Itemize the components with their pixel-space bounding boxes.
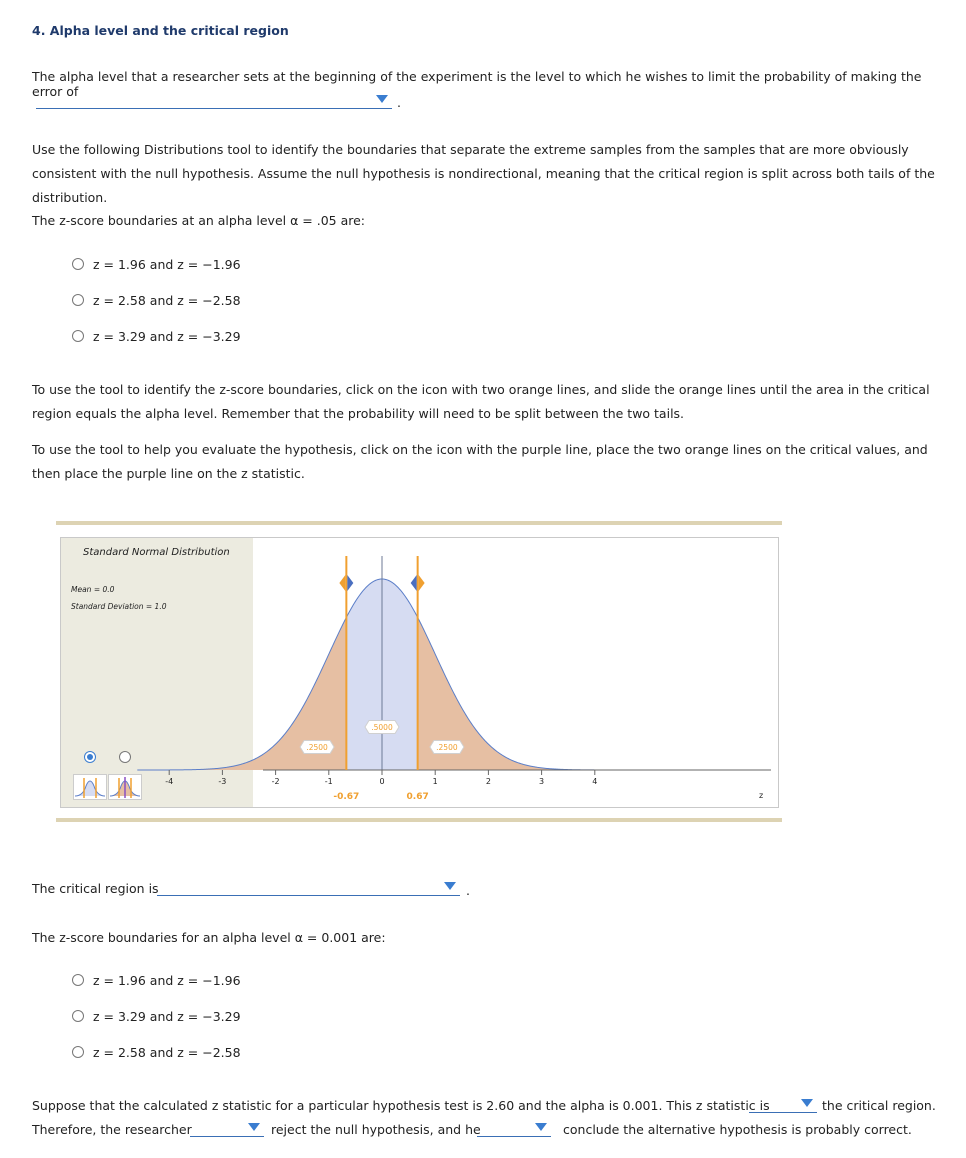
reject-decision-dropdown[interactable] (190, 1118, 264, 1137)
intro-text: The alpha level that a researcher sets at the beginning of the experiment is the level to which he wishes to limit the probability of making the error of (32, 69, 922, 99)
tool-help-evaluate: To use the tool to help you evaluate the hypothesis, click on the icon with the purple line, place the two orange lines on the critical values, and then place the purple line on the z statistic. (32, 442, 928, 481)
radio-button[interactable] (72, 294, 84, 306)
left-boundary-value: -0.67 (333, 792, 360, 802)
conclude-decision-dropdown[interactable] (477, 1118, 551, 1137)
intro-suffix: . (397, 95, 401, 110)
q4-line2-suffix: conclude the alternative hypothesis is probably correct. (563, 1122, 912, 1137)
q3-option-2[interactable] (72, 1008, 241, 1024)
option-label: z = 1.96 and z = −1.96 (93, 972, 241, 988)
right-tail-area-label: .2500 (436, 743, 458, 752)
tool-top-border (56, 521, 782, 525)
tick-label: 4 (592, 777, 598, 786)
tick-label: -2 (271, 777, 280, 786)
x-axis-label: z (759, 791, 764, 800)
q1-option-2[interactable] (72, 292, 241, 308)
drag-handle-left-arrow-icon (411, 575, 417, 591)
error-type-dropdown[interactable] (36, 90, 392, 109)
radio-button[interactable] (72, 1046, 84, 1058)
tool-title: Standard Normal Distribution (83, 547, 230, 558)
sd-label: Standard Deviation = 1.0 (71, 602, 167, 611)
q2-prompt: The critical region is (32, 881, 159, 896)
drag-handle-right-arrow-icon (419, 575, 425, 591)
chevron-down-icon (248, 1123, 260, 1131)
mode-radio-boundaries[interactable] (84, 751, 96, 763)
tick-label: 2 (485, 777, 491, 786)
radio-button[interactable] (72, 330, 84, 342)
chevron-down-icon (444, 882, 456, 890)
tick-label: -3 (218, 777, 227, 786)
right-boundary-value: 0.67 (406, 792, 429, 802)
q3-option-3[interactable] (72, 1044, 241, 1060)
radio-button[interactable] (72, 1010, 84, 1022)
option-label: z = 1.96 and z = −1.96 (93, 256, 241, 272)
purple-line-icon[interactable] (108, 774, 142, 800)
z-statistic-location-dropdown[interactable] (749, 1094, 817, 1113)
tool-instruction: Use the following Distributions tool to identify the boundaries that separate the extreme samples from the samples that are more obviously consistent with the null hypothesis. Assume the null hypothesis is nondirectional, meaning that the critical region is split across both tails of the distribution. (32, 142, 935, 205)
distribution-tool (60, 537, 779, 808)
q1-option-3[interactable] (72, 328, 241, 344)
tick-label: -4 (165, 777, 174, 786)
q3-option-1[interactable] (72, 972, 241, 988)
q4-line1-text: Suppose that the calculated z statistic for a particular hypothesis test is 2.60 and the alpha is 0.001. This z statistic is (32, 1098, 770, 1113)
chevron-down-icon (801, 1099, 813, 1107)
tool-sidebar (61, 538, 253, 807)
radio-button[interactable] (72, 974, 84, 986)
chevron-down-icon (535, 1123, 547, 1131)
mode-radio-statistic[interactable] (119, 751, 131, 763)
chevron-down-icon (376, 95, 388, 103)
q3-prompt: The z-score boundaries for an alpha level α = 0.001 are: (32, 930, 386, 945)
tick-label: 1 (432, 777, 438, 786)
tool-help-boundaries: To use the tool to identify the z-score boundaries, click on the icon with two orange lines, and slide the orange lines until the area in the critical region equals the alpha level. Remember that the probability will need to be split between the two tails. (32, 382, 930, 421)
option-label: z = 2.58 and z = −2.58 (93, 1044, 241, 1060)
q2-suffix: . (466, 883, 470, 898)
q1-prompt: The z-score boundaries at an alpha level α = .05 are: (32, 213, 366, 228)
question-heading: 4. Alpha level and the critical region (32, 23, 289, 38)
option-label: z = 2.58 and z = −2.58 (93, 292, 241, 308)
tick-label: 3 (539, 777, 545, 786)
tick-label: 0 (379, 777, 385, 786)
option-label: z = 3.29 and z = −3.29 (93, 1008, 241, 1024)
q4-line1-suffix: the critical region. (822, 1098, 936, 1113)
center-area-label: .5000 (371, 723, 393, 732)
radio-button[interactable] (72, 258, 84, 270)
critical-region-dropdown[interactable] (157, 877, 460, 896)
q4-line2-middle: reject the null hypothesis, and he (271, 1122, 481, 1137)
option-label: z = 3.29 and z = −3.29 (93, 328, 241, 344)
q4-line2-text: Therefore, the researcher (32, 1122, 192, 1137)
tool-bottom-border (56, 818, 782, 822)
two-orange-lines-icon[interactable] (73, 774, 107, 800)
distribution-plot (165, 538, 778, 807)
tick-label: -1 (324, 777, 333, 786)
q1-option-1[interactable] (72, 256, 241, 272)
mean-label: Mean = 0.0 (71, 585, 115, 594)
drag-handle-left-arrow-icon (339, 575, 345, 591)
left-tail-area-label: .2500 (306, 743, 328, 752)
drag-handle-right-arrow-icon (347, 575, 353, 591)
